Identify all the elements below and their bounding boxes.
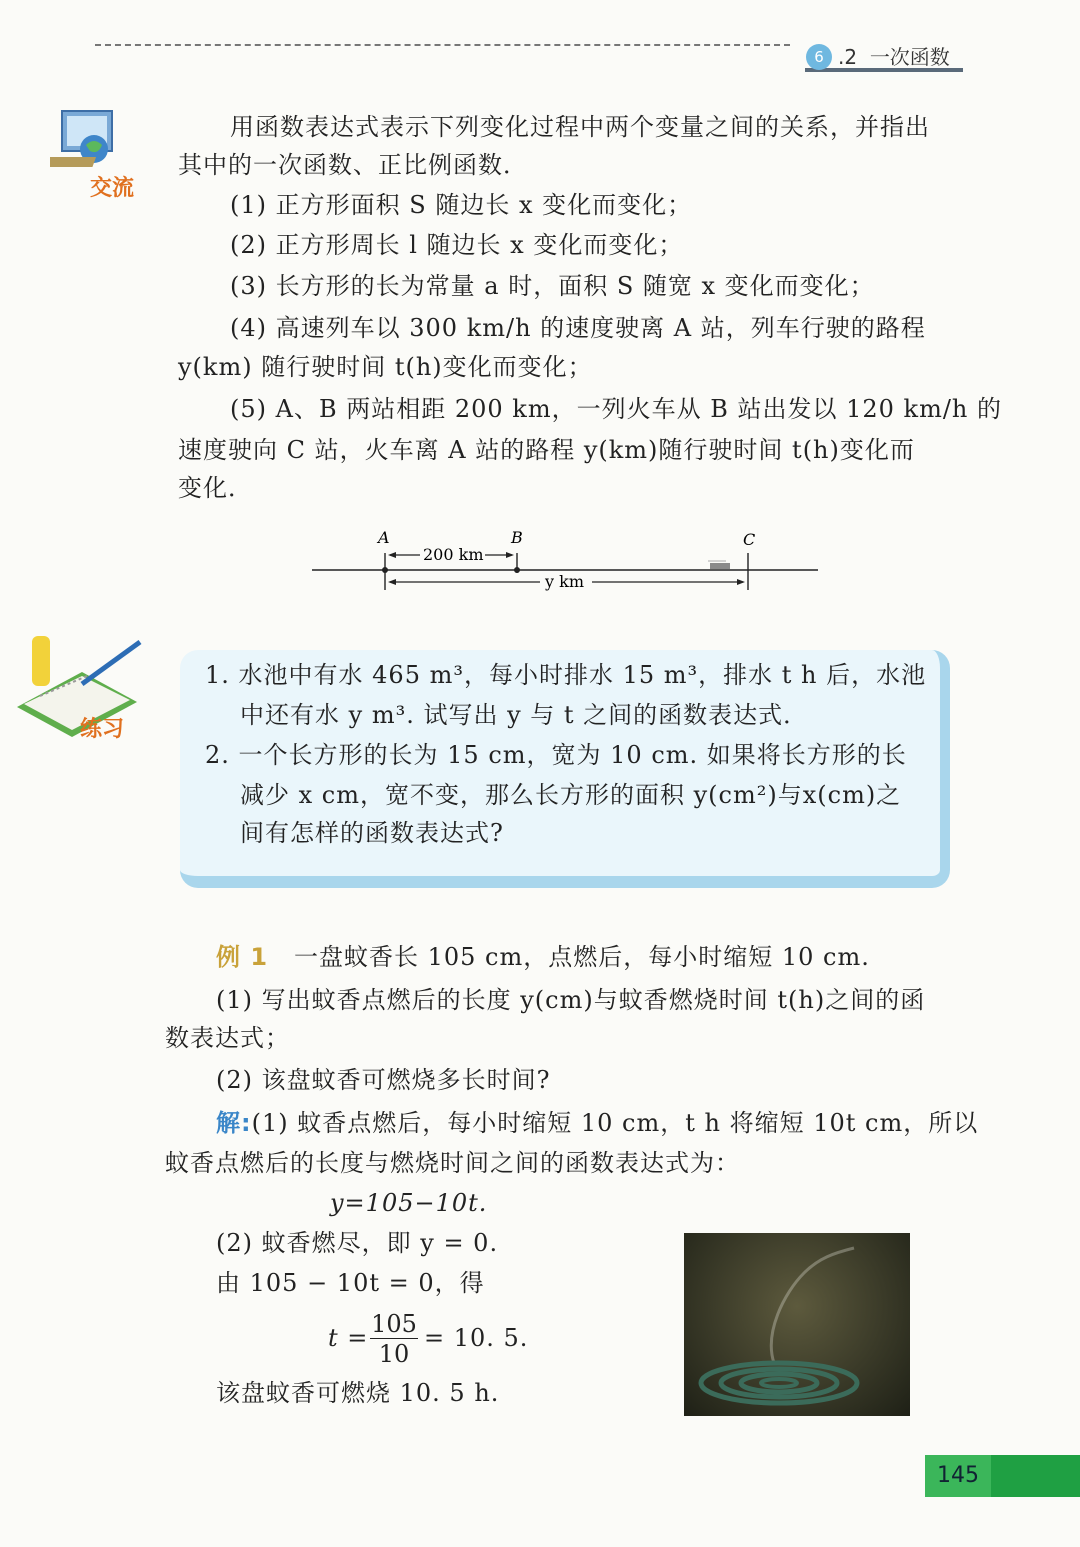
- fraction-rhs: = 10. 5.: [424, 1324, 529, 1352]
- example-q1-line2: 数表达式；: [165, 1024, 290, 1052]
- solution-step3: 由 105 − 10t = 0，得: [216, 1269, 485, 1297]
- discuss-icon: [50, 105, 145, 200]
- section-title-text: 一次函数: [869, 45, 950, 69]
- section-number-badge: 6: [806, 44, 832, 70]
- header-dashed-rule: [95, 44, 790, 46]
- fraction: [370, 1310, 418, 1369]
- discuss-item-5a: (5) A、B 两站相距 200 km，一列火车从 B 站出发以 120 km/h 的: [230, 395, 1003, 423]
- page-number-box: [925, 1455, 1080, 1497]
- practice-1-line2: 中还有水 y m³. 试写出 y 与 t 之间的函数表达式．: [240, 701, 809, 729]
- station-b-label: B: [511, 528, 523, 547]
- discuss-item-1: (1) 正方形面积 S 随边长 x 变化而变化；: [230, 191, 693, 219]
- discuss-item-5c: 变化．: [178, 474, 253, 502]
- example-label: 例 1: [216, 943, 269, 971]
- example-q1-line1: (1) 写出蚊香点燃后的长度 y(cm)与蚊香燃烧时间 t(h)之间的函: [216, 986, 926, 1014]
- discuss-intro-line1: 用函数表达式表示下列变化过程中两个变量之间的关系，并指出: [230, 113, 930, 141]
- fraction-lhs: t =: [328, 1324, 369, 1352]
- practice-2-line3: 间有怎样的函数表达式?: [240, 819, 504, 847]
- station-a-label: A: [378, 528, 390, 547]
- solution-label: 解:: [216, 1109, 252, 1137]
- solution-part1: (1) 蚊香点燃后，每小时缩短 10 cm，t h 将缩短 10t cm，所以: [251, 1109, 979, 1137]
- fraction-numerator: 105: [371, 1310, 417, 1338]
- station-c-label: C: [743, 530, 756, 549]
- practice-label: 练习: [80, 717, 125, 742]
- distance-ay-label: y km: [545, 572, 584, 591]
- discuss-label: 交流: [90, 176, 135, 201]
- solution-conclusion: 该盘蚊香可燃烧 10. 5 h.: [216, 1379, 500, 1407]
- discuss-item-2: (2) 正方形周长 l 随边长 x 变化而变化；: [230, 231, 684, 259]
- solution-line1: [216, 1108, 978, 1138]
- discuss-item-4b: y(km) 随行驶时间 t(h)变化而变化；: [178, 353, 593, 381]
- discuss-item-3: (3) 长方形的长为常量 a 时，面积 S 随宽 x 变化而变化；: [230, 272, 875, 300]
- example-heading: [216, 942, 870, 972]
- fraction-denominator: 10: [378, 1340, 410, 1368]
- practice-2-line1: 2. 一个长方形的长为 15 cm，宽为 10 cm. 如果将长方形的长: [205, 741, 907, 769]
- practice-2-line2: 减少 x cm，宽不变，那么长方形的面积 y(cm²)与x(cm)之: [240, 781, 902, 809]
- page-number: 145: [925, 1455, 991, 1497]
- discuss-item-4a: (4) 高速列车以 300 km/h 的速度驶离 A 站，列车行驶的路程: [230, 314, 926, 342]
- example-q2: (2) 该盘蚊香可燃烧多长时间?: [216, 1066, 551, 1094]
- practice-1-line1: 1. 水池中有水 465 m³，每小时排水 15 m³，排水 t h 后，水池: [205, 661, 927, 689]
- practice-icon: [12, 632, 142, 742]
- distance-ab-label: 200 km: [423, 545, 484, 564]
- station-diagram: [300, 525, 830, 600]
- mosquito-coil-photo: [684, 1233, 910, 1416]
- solution-equation: y=105−10t.: [330, 1189, 488, 1217]
- discuss-intro-line2: 其中的一次函数、正比例函数．: [178, 151, 528, 179]
- solution-line2: 蚊香点燃后的长度与燃烧时间之间的函数表达式为：: [165, 1149, 740, 1177]
- section-number-rest: .2: [838, 45, 858, 69]
- section-title: [838, 44, 950, 70]
- solution-step2: (2) 蚊香燃尽，即 y = 0.: [216, 1229, 499, 1257]
- discuss-item-5b: 速度驶向 C 站，火车离 A 站的路程 y(km)随行驶时间 t(h)变化而: [178, 436, 915, 464]
- example-statement: 一盘蚊香长 105 cm，点燃后，每小时缩短 10 cm.: [293, 943, 870, 971]
